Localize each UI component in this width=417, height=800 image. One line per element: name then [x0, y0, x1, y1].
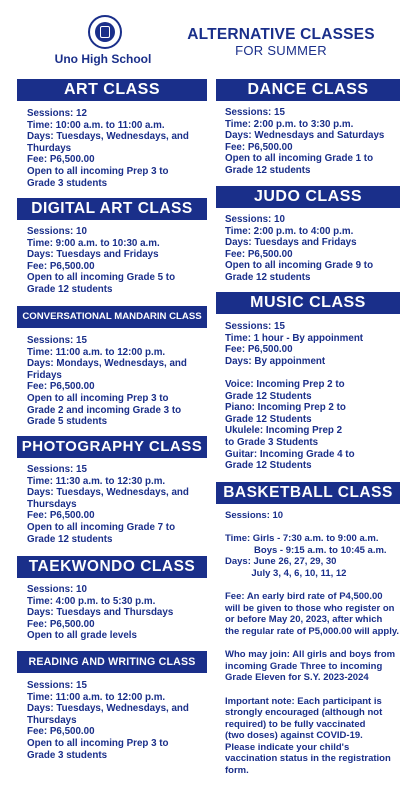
detail-line [225, 367, 400, 379]
detail-line: Time: 2:00 p.m. to 4:00 p.m. [225, 225, 354, 237]
basketball-class-banner: BASKETBALL CLASS [216, 482, 400, 504]
photography-class-banner: PHOTOGRAPHY CLASS [17, 436, 207, 458]
art-class-banner: ART CLASS [17, 79, 207, 101]
detail-line: Voice: Incoming Prep 2 to [225, 378, 345, 390]
detail-line: Grade 3 students [27, 749, 108, 761]
detail-line: Sessions: 10 [27, 584, 87, 595]
detail-line: Grade Eleven for S.Y. 2023-2024 [225, 672, 369, 684]
detail-line: form. [225, 765, 249, 777]
detail-line: Open to all grade levels [27, 630, 137, 642]
detail-line: Sessions: 15 [225, 321, 285, 332]
digital-art-class-details [27, 226, 207, 296]
detail-line: Grade 12 students [225, 164, 311, 176]
detail-line: Sessions: 15 [27, 464, 87, 475]
detail-line: Sessions: 10 [27, 226, 87, 237]
detail-line: required) to be fully vaccinated [225, 718, 366, 730]
detail-line: Grade 12 students [27, 533, 113, 545]
detail-line: Sessions: 12 [27, 108, 87, 119]
basketball-class-details [225, 510, 407, 777]
music-class-details [225, 321, 400, 472]
detail-line: Fee: P6,500.00 [27, 154, 95, 166]
judo-class-banner: JUDO CLASS [216, 186, 400, 208]
reading-writing-class-details [27, 680, 207, 761]
header [0, 0, 417, 78]
photography-class-details [27, 464, 207, 545]
detail-line: Time: Girls - 7:30 a.m. to 9:00 a.m. [225, 533, 379, 545]
detail-line: Fee: P6,500.00 [27, 260, 95, 272]
detail-line [225, 580, 407, 592]
detail-line: Days: Wednesdays and Saturdays [225, 130, 385, 142]
detail-line: Open to all incoming Prep 3 to [27, 165, 169, 177]
detail-line: Grade 12 Students [225, 390, 312, 402]
detail-line: Grade 12 students [27, 283, 113, 295]
detail-line: Guitar: Incoming Grade 4 to [225, 448, 355, 460]
detail-line [225, 638, 407, 650]
detail-line [225, 522, 407, 534]
detail-line: incoming Grade Three to incoming [225, 660, 383, 672]
detail-line: Time: 11:00 a.m. to 12:00 p.m. [27, 691, 166, 703]
detail-line: Ukulele: Incoming Prep 2 [225, 425, 343, 437]
detail-line: Open to all incoming Prep 3 to [27, 737, 169, 749]
digital-art-class-banner: DIGITAL ART CLASS [17, 198, 207, 220]
detail-line: Days: Tuesdays and Fridays [27, 249, 159, 261]
detail-line: Piano: Incoming Prep 2 to [225, 402, 346, 414]
page-title: ALTERNATIVE CLASSES [187, 26, 375, 43]
detail-line: Grade 12 Students [225, 413, 312, 425]
taekwondo-class-banner: TAEKWONDO CLASS [17, 556, 207, 578]
detail-line: Days: By appoinment [225, 355, 326, 367]
detail-line: Fee: P6,500.00 [225, 141, 293, 153]
art-class-details [27, 108, 207, 189]
detail-line: Thurdays [27, 142, 72, 154]
detail-line: will be given to those who register on [225, 602, 395, 614]
judo-class-details [225, 214, 400, 284]
detail-line: Days: Tuesdays, Wednesdays, and [27, 131, 189, 143]
detail-line: or before May 20, 2023, after which [225, 614, 383, 626]
dance-class-banner: DANCE CLASS [216, 79, 400, 101]
mandarin-class-banner: CONVERSATIONAL MANDARIN CLASS [17, 306, 207, 328]
detail-line: to Grade 3 Students [225, 436, 319, 448]
school-name: Uno High School [54, 52, 152, 66]
detail-line: Time: 1 hour - By appoinment [225, 332, 364, 344]
detail-line: Sessions: 15 [27, 680, 87, 691]
detail-line: Open to all incoming Grade 9 to [225, 260, 374, 272]
detail-line: strongly encouraged (although not [225, 707, 383, 719]
detail-line: Fee: P6,500.00 [27, 618, 95, 630]
detail-line: Sessions: 15 [27, 335, 87, 346]
detail-line: Grade 12 students [225, 271, 311, 283]
reading-writing-class-banner: READING AND WRITING CLASS [17, 651, 207, 673]
detail-line: Open to all incoming Grade 7 to [27, 521, 176, 533]
detail-line: Grade 3 students [27, 177, 108, 189]
taekwondo-class-details [27, 584, 207, 642]
mandarin-class-details [27, 335, 207, 428]
detail-line: Boys - 9:15 a.m. to 10:45 a.m. [225, 544, 387, 556]
dance-class-details [225, 107, 400, 177]
detail-line: Sessions: 10 [225, 510, 284, 521]
detail-line: Days: Mondays, Wednesdays, and [27, 358, 187, 370]
detail-line: Fee: P6,500.00 [27, 381, 95, 393]
detail-line: Time: 2:00 p.m. to 3:30 p.m. [225, 118, 354, 130]
page-subtitle: FOR SUMMER [235, 43, 327, 58]
detail-line: Who may join: All girls and boys from [225, 649, 396, 661]
detail-line: Days: Tuesdays, Wednesdays, and [27, 703, 189, 715]
detail-line [225, 684, 407, 696]
detail-line: Time: 9:00 a.m. to 10:30 a.m. [27, 237, 160, 249]
detail-line: Please indicate your child's [225, 741, 350, 753]
detail-line: Days: June 26, 27, 29, 30 [225, 556, 337, 568]
detail-line: Thursdays [27, 714, 77, 726]
detail-line: Fee: P6,500.00 [225, 248, 293, 260]
music-class-banner: MUSIC CLASS [216, 292, 400, 314]
detail-line: Days: Tuesdays and Thursdays [27, 607, 174, 619]
detail-line: Grade 12 Students [225, 460, 312, 472]
detail-line: Open to all incoming Prep 3 to [27, 392, 169, 404]
detail-line: Important note: Each participant is [225, 695, 382, 707]
detail-line: Fee: P6,500.00 [27, 510, 95, 522]
detail-line: Grade 2 and incoming Grade 3 to [27, 404, 182, 416]
detail-line: Time: 10:00 a.m. to 11:00 a.m. [27, 119, 165, 131]
detail-line: Grade 5 students [27, 416, 108, 428]
detail-line: Open to all incoming Grade 1 to [225, 153, 374, 165]
detail-line: Time: 11:00 a.m. to 12:00 p.m. [27, 346, 166, 358]
detail-line: Time: 4:00 p.m. to 5:30 p.m. [27, 595, 156, 607]
detail-line: Fridays [27, 369, 62, 381]
detail-line: Days: Tuesdays, Wednesdays, and [27, 487, 189, 499]
detail-line: Time: 11:30 a.m. to 12:30 p.m. [27, 475, 166, 487]
detail-line: vaccination status in the registration [225, 753, 391, 765]
detail-line: Fee: P6,500.00 [27, 726, 95, 738]
detail-line: Sessions: 15 [225, 107, 285, 118]
detail-line: the regular rate of P5,000.00 will apply. [225, 625, 400, 637]
detail-line: Thursdays [27, 498, 77, 510]
detail-line: Fee: An early bird rate of P4,500.00 [225, 591, 383, 603]
detail-line: (two doses) against COVID-19. [225, 730, 363, 742]
detail-line: Sessions: 10 [225, 214, 285, 225]
school-logo [88, 15, 122, 49]
detail-line: Open to all incoming Grade 5 to [27, 272, 176, 284]
detail-line: July 3, 4, 6, 10, 11, 12 [225, 567, 347, 579]
detail-line: Days: Tuesdays and Fridays [225, 237, 357, 249]
detail-line: Fee: P6,500.00 [225, 344, 293, 356]
